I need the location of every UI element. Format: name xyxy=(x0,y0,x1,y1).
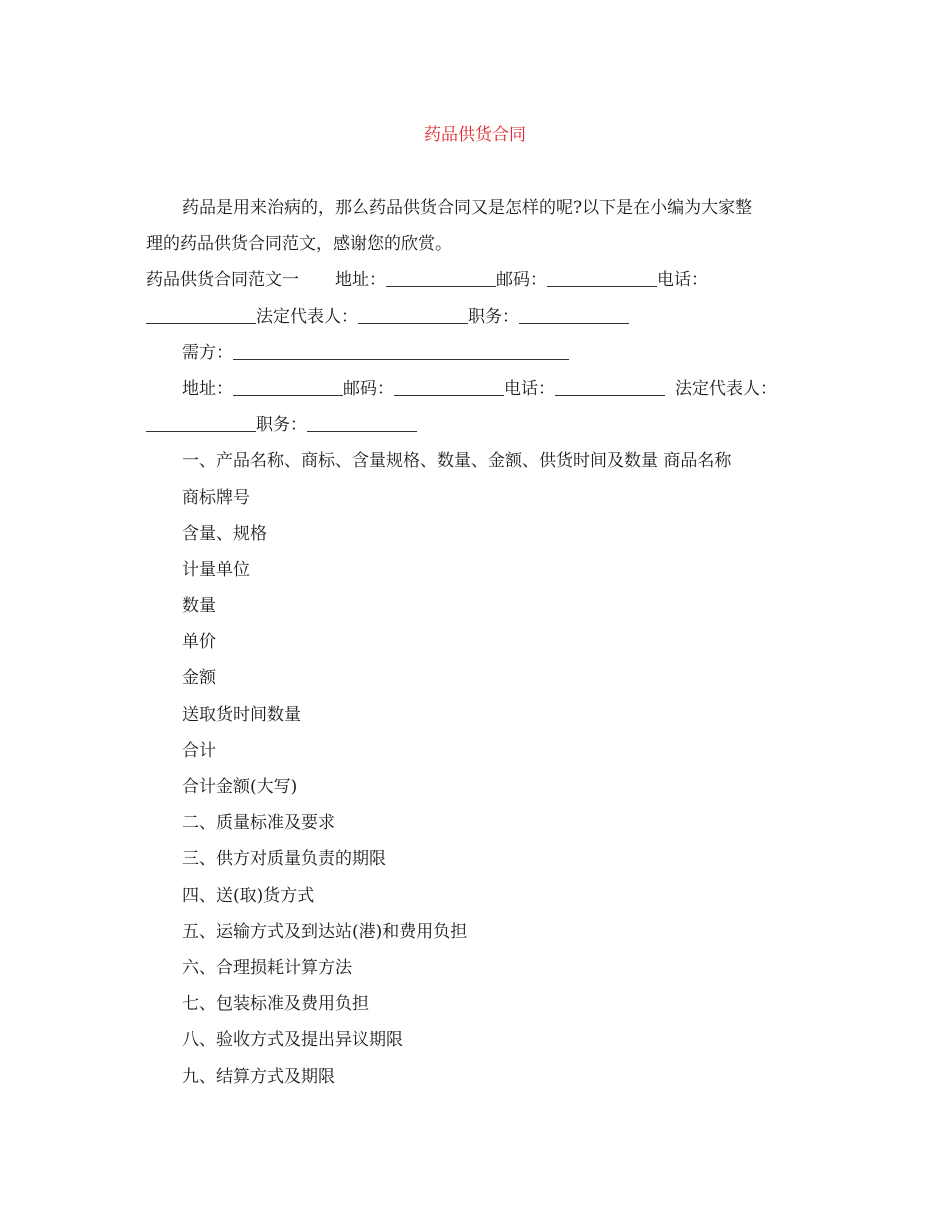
buyer-phone-blank xyxy=(555,377,665,396)
list-item: 商标牌号 xyxy=(182,487,250,508)
list-item: 三、供方对质量负责的期限 xyxy=(182,849,386,870)
supplier-postcode-label: 邮码： xyxy=(496,270,547,291)
list-item: 数量 xyxy=(182,596,216,617)
supplier-legal-rep-blank xyxy=(358,305,468,324)
list-item: 八、验收方式及提出异议期限 xyxy=(182,1030,403,1051)
buyer-legal-rep-blank xyxy=(146,413,256,432)
list-item: 计量单位 xyxy=(182,559,250,580)
buyer-address-label: 地址： xyxy=(182,378,233,399)
supplier-row-2 xyxy=(146,303,816,339)
buyer-label: 需方： xyxy=(182,342,233,363)
list-item: 四、送(取)货方式 xyxy=(182,885,315,906)
supplier-postcode-blank xyxy=(547,268,657,287)
buyer-postcode-label: 邮码： xyxy=(343,378,394,399)
buyer-row-1 xyxy=(146,375,816,411)
supplier-phone-blank xyxy=(146,305,256,324)
list-item: 合计 xyxy=(182,740,216,761)
supplier-row-1 xyxy=(146,266,816,302)
buyer-row xyxy=(146,339,816,375)
buyer-row-2 xyxy=(146,411,816,447)
list-item: 二、质量标准及要求 xyxy=(182,813,335,834)
supplier-position-label: 职务： xyxy=(468,306,519,327)
page-title: 药品供货合同 xyxy=(424,125,526,145)
buyer-address-blank xyxy=(233,377,343,396)
list-item: 七、包装标准及费用负担 xyxy=(182,994,369,1015)
buyer-phone-label: 电话： xyxy=(504,378,555,399)
sample-heading: 药品供货合同范文一 xyxy=(146,270,299,291)
intro-line-2: 理的药品供货合同范文，感谢您的欣赏。 xyxy=(146,234,452,255)
list-item: 一、产品名称、商标、含量规格、数量、金额、供货时间及数量 商品名称 xyxy=(182,451,732,472)
list-item: 五、运输方式及到达站(港)和费用负担 xyxy=(182,921,468,942)
supplier-phone-label: 电话： xyxy=(657,270,708,291)
buyer-position-label: 职务： xyxy=(256,415,307,436)
list-item: 六、合理损耗计算方法 xyxy=(182,957,352,978)
buyer-position-blank xyxy=(307,413,417,432)
supplier-legal-rep-label: 法定代表人： xyxy=(256,306,358,327)
buyer-legal-rep-label: 法定代表人： xyxy=(675,378,777,399)
list-item: 九、结算方式及期限 xyxy=(182,1066,335,1087)
buyer-name-blank xyxy=(233,341,569,360)
list-item: 单价 xyxy=(182,632,216,653)
list-item: 含量、规格 xyxy=(182,523,267,544)
supplier-address-blank xyxy=(386,268,496,287)
supplier-address-label: 地址： xyxy=(335,270,386,291)
supplier-position-blank xyxy=(519,305,629,324)
list-item: 送取货时间数量 xyxy=(182,704,301,725)
document-body xyxy=(146,194,816,1099)
list-item: 金额 xyxy=(182,668,216,689)
buyer-postcode-blank xyxy=(394,377,504,396)
intro-line-1: 药品是用来治病的，那么药品供货合同又是怎样的呢?以下是在小编为大家整 xyxy=(182,198,753,218)
list-item: 合计金额(大写) xyxy=(182,777,298,797)
